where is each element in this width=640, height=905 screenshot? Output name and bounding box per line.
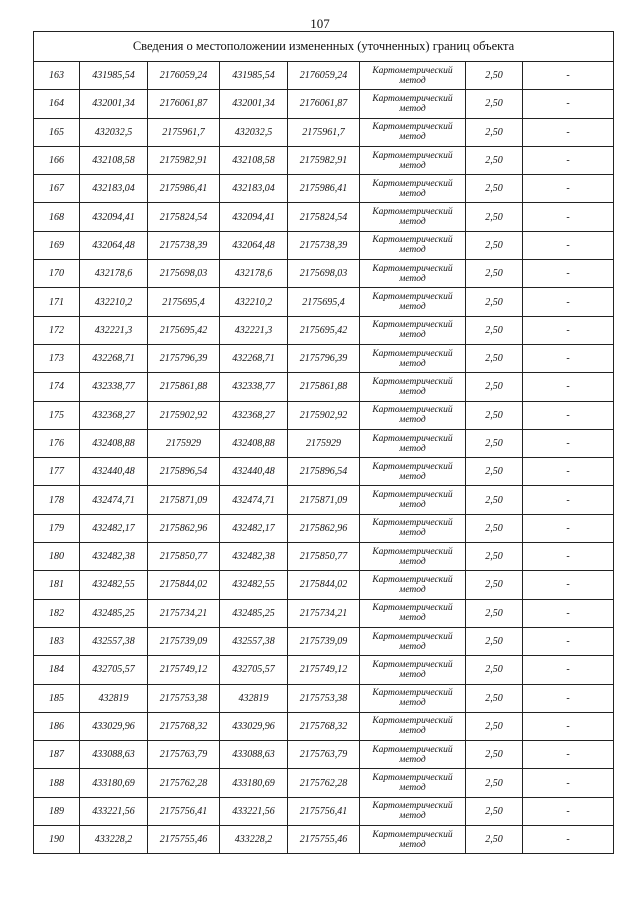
cell-accuracy: 2,50 [466,203,523,231]
cell-point-number: 171 [34,288,80,316]
cell-accuracy: 2,50 [466,712,523,740]
cell-note: - [523,741,614,769]
cell-accuracy: 2,50 [466,514,523,542]
cell-x-updated: 432440,48 [220,458,288,486]
cell-y-existing: 2175982,91 [148,146,220,174]
cell-note: - [523,599,614,627]
cell-method: Картометрический метод [360,203,466,231]
table-row [34,826,614,854]
cell-point-number: 172 [34,316,80,344]
cell-x-existing: 433221,56 [80,797,148,825]
cell-note: - [523,288,614,316]
cell-x-updated: 432482,55 [220,571,288,599]
cell-point-number: 185 [34,684,80,712]
cell-method: Картометрический метод [360,175,466,203]
cell-x-existing: 432482,17 [80,514,148,542]
cell-accuracy: 2,50 [466,486,523,514]
cell-note: - [523,627,614,655]
cell-x-updated: 432557,38 [220,627,288,655]
cell-x-updated: 432482,17 [220,514,288,542]
cell-point-number: 186 [34,712,80,740]
cell-method: Картометрический метод [360,486,466,514]
cell-y-updated: 2175695,42 [288,316,360,344]
cell-y-updated: 2175844,02 [288,571,360,599]
cell-point-number: 180 [34,543,80,571]
cell-x-updated: 432032,5 [220,118,288,146]
cell-accuracy: 2,50 [466,175,523,203]
cell-note: - [523,571,614,599]
cell-x-existing: 432819 [80,684,148,712]
cell-y-updated: 2175902,92 [288,401,360,429]
cell-method: Картометрический метод [360,684,466,712]
cell-accuracy: 2,50 [466,231,523,259]
cell-y-existing: 2176059,24 [148,62,220,90]
cell-y-updated: 2175755,46 [288,826,360,854]
cell-accuracy: 2,50 [466,599,523,627]
cell-y-updated: 2175756,41 [288,797,360,825]
cell-note: - [523,316,614,344]
cell-y-existing: 2175738,39 [148,231,220,259]
table-row [34,712,614,740]
cell-x-existing: 432485,25 [80,599,148,627]
cell-method: Картометрический метод [360,288,466,316]
cell-method: Картометрический метод [360,656,466,684]
cell-accuracy: 2,50 [466,543,523,571]
cell-method: Картометрический метод [360,316,466,344]
cell-note: - [523,514,614,542]
cell-x-existing: 433088,63 [80,741,148,769]
cell-y-updated: 2175861,88 [288,373,360,401]
cell-note: - [523,429,614,457]
cell-y-updated: 2175929 [288,429,360,457]
cell-y-updated: 2175738,39 [288,231,360,259]
cell-method: Картометрический метод [360,571,466,599]
cell-point-number: 164 [34,90,80,118]
cell-x-updated: 432001,34 [220,90,288,118]
cell-y-existing: 2175762,28 [148,769,220,797]
cell-x-updated: 432482,38 [220,543,288,571]
cell-method: Картометрический метод [360,712,466,740]
cell-note: - [523,486,614,514]
table-row [34,288,614,316]
cell-accuracy: 2,50 [466,826,523,854]
table-header-row [34,32,614,62]
table-title: Сведения о местоположении измененных (уточненных) границ объекта [34,32,614,62]
table-row [34,514,614,542]
cell-accuracy: 2,50 [466,627,523,655]
cell-y-existing: 2175755,46 [148,826,220,854]
cell-y-updated: 2176059,24 [288,62,360,90]
cell-y-existing: 2175929 [148,429,220,457]
cell-x-updated: 432108,58 [220,146,288,174]
cell-y-updated: 2175896,54 [288,458,360,486]
cell-x-updated: 432408,88 [220,429,288,457]
cell-note: - [523,769,614,797]
cell-x-existing: 432032,5 [80,118,148,146]
cell-x-updated: 432474,71 [220,486,288,514]
cell-accuracy: 2,50 [466,769,523,797]
table-row [34,627,614,655]
cell-y-existing: 2175850,77 [148,543,220,571]
cell-y-existing: 2175753,38 [148,684,220,712]
cell-accuracy: 2,50 [466,741,523,769]
cell-note: - [523,62,614,90]
cell-y-updated: 2175850,77 [288,543,360,571]
cell-x-existing: 432338,77 [80,373,148,401]
cell-x-updated: 432819 [220,684,288,712]
cell-y-updated: 2175695,4 [288,288,360,316]
cell-y-updated: 2175698,03 [288,260,360,288]
cell-y-existing: 2175768,32 [148,712,220,740]
cell-y-updated: 2175824,54 [288,203,360,231]
cell-point-number: 165 [34,118,80,146]
cell-y-existing: 2175824,54 [148,203,220,231]
cell-x-updated: 432064,48 [220,231,288,259]
table-row [34,260,614,288]
cell-x-existing: 432268,71 [80,344,148,372]
page-number: 107 [310,16,330,31]
cell-note: - [523,260,614,288]
cell-y-existing: 2175796,39 [148,344,220,372]
cell-method: Картометрический метод [360,118,466,146]
cell-point-number: 190 [34,826,80,854]
cell-accuracy: 2,50 [466,62,523,90]
cell-y-existing: 2175986,41 [148,175,220,203]
cell-y-updated: 2175739,09 [288,627,360,655]
cell-point-number: 187 [34,741,80,769]
cell-x-existing: 432705,57 [80,656,148,684]
cell-y-updated: 2175753,38 [288,684,360,712]
cell-x-existing: 432178,6 [80,260,148,288]
cell-method: Картометрический метод [360,373,466,401]
cell-note: - [523,656,614,684]
cell-y-updated: 2175734,21 [288,599,360,627]
cell-accuracy: 2,50 [466,146,523,174]
cell-x-existing: 432557,38 [80,627,148,655]
cell-x-updated: 433221,56 [220,797,288,825]
table-row [34,203,614,231]
cell-y-existing: 2175695,42 [148,316,220,344]
cell-note: - [523,458,614,486]
cell-x-updated: 431985,54 [220,62,288,90]
cell-y-existing: 2175756,41 [148,797,220,825]
cell-x-updated: 432178,6 [220,260,288,288]
cell-accuracy: 2,50 [466,288,523,316]
cell-point-number: 176 [34,429,80,457]
cell-note: - [523,797,614,825]
cell-y-updated: 2175763,79 [288,741,360,769]
cell-y-existing: 2175902,92 [148,401,220,429]
table-row [34,486,614,514]
table-row [34,118,614,146]
cell-y-existing: 2175739,09 [148,627,220,655]
cell-y-updated: 2175982,91 [288,146,360,174]
table-row [34,656,614,684]
cell-method: Картометрический метод [360,599,466,627]
cell-note: - [523,90,614,118]
cell-method: Картометрический метод [360,401,466,429]
cell-method: Картометрический метод [360,826,466,854]
cell-accuracy: 2,50 [466,458,523,486]
cell-point-number: 178 [34,486,80,514]
cell-x-existing: 432001,34 [80,90,148,118]
cell-y-existing: 2175749,12 [148,656,220,684]
cell-x-existing: 432210,2 [80,288,148,316]
cell-accuracy: 2,50 [466,656,523,684]
cell-note: - [523,231,614,259]
table-row [34,373,614,401]
table-row [34,571,614,599]
cell-method: Картометрический метод [360,627,466,655]
cell-point-number: 181 [34,571,80,599]
cell-x-existing: 432474,71 [80,486,148,514]
cell-point-number: 189 [34,797,80,825]
cell-note: - [523,118,614,146]
cell-note: - [523,344,614,372]
cell-y-updated: 2175961,7 [288,118,360,146]
cell-point-number: 182 [34,599,80,627]
cell-point-number: 169 [34,231,80,259]
cell-x-existing: 433029,96 [80,712,148,740]
cell-y-updated: 2175762,28 [288,769,360,797]
cell-point-number: 177 [34,458,80,486]
cell-x-existing: 431985,54 [80,62,148,90]
cell-y-existing: 2175698,03 [148,260,220,288]
cell-y-existing: 2175862,96 [148,514,220,542]
cell-accuracy: 2,50 [466,571,523,599]
cell-method: Картометрический метод [360,741,466,769]
cell-x-updated: 433228,2 [220,826,288,854]
cell-x-existing: 432440,48 [80,458,148,486]
cell-note: - [523,373,614,401]
cell-note: - [523,146,614,174]
cell-method: Картометрический метод [360,429,466,457]
table-row [34,458,614,486]
cell-accuracy: 2,50 [466,429,523,457]
cell-point-number: 170 [34,260,80,288]
cell-x-existing: 432108,58 [80,146,148,174]
cell-accuracy: 2,50 [466,344,523,372]
table-row [34,769,614,797]
cell-point-number: 168 [34,203,80,231]
cell-point-number: 174 [34,373,80,401]
table-row [34,543,614,571]
cell-method: Картометрический метод [360,260,466,288]
cell-y-existing: 2175763,79 [148,741,220,769]
cell-note: - [523,684,614,712]
cell-point-number: 183 [34,627,80,655]
cell-x-updated: 432368,27 [220,401,288,429]
cell-point-number: 167 [34,175,80,203]
cell-method: Картометрический метод [360,231,466,259]
table-row [34,741,614,769]
cell-x-existing: 432183,04 [80,175,148,203]
cell-method: Картометрический метод [360,146,466,174]
cell-note: - [523,175,614,203]
cell-accuracy: 2,50 [466,797,523,825]
table-row [34,316,614,344]
cell-note: - [523,712,614,740]
cell-y-updated: 2176061,87 [288,90,360,118]
cell-x-updated: 433029,96 [220,712,288,740]
cell-note: - [523,203,614,231]
cell-y-updated: 2175768,32 [288,712,360,740]
cell-x-existing: 432221,3 [80,316,148,344]
cell-point-number: 179 [34,514,80,542]
table-row [34,62,614,90]
cell-x-updated: 432705,57 [220,656,288,684]
cell-x-updated: 432210,2 [220,288,288,316]
table-row [34,344,614,372]
cell-y-updated: 2175796,39 [288,344,360,372]
cell-accuracy: 2,50 [466,373,523,401]
cell-point-number: 166 [34,146,80,174]
cell-x-updated: 432338,77 [220,373,288,401]
cell-y-existing: 2175734,21 [148,599,220,627]
cell-accuracy: 2,50 [466,684,523,712]
cell-x-updated: 432094,41 [220,203,288,231]
table-row [34,175,614,203]
cell-x-updated: 432183,04 [220,175,288,203]
coordinates-table [33,31,614,854]
cell-x-existing: 432482,38 [80,543,148,571]
cell-method: Картометрический метод [360,62,466,90]
cell-accuracy: 2,50 [466,260,523,288]
table-row [34,146,614,174]
cell-note: - [523,826,614,854]
cell-point-number: 188 [34,769,80,797]
cell-accuracy: 2,50 [466,316,523,344]
cell-x-updated: 433180,69 [220,769,288,797]
cell-y-existing: 2175961,7 [148,118,220,146]
table-row [34,599,614,627]
cell-x-updated: 432221,3 [220,316,288,344]
cell-y-updated: 2175862,96 [288,514,360,542]
cell-point-number: 175 [34,401,80,429]
cell-accuracy: 2,50 [466,118,523,146]
cell-x-existing: 432482,55 [80,571,148,599]
cell-method: Картометрический метод [360,344,466,372]
cell-method: Картометрический метод [360,90,466,118]
table-row [34,90,614,118]
cell-x-existing: 433228,2 [80,826,148,854]
cell-accuracy: 2,50 [466,401,523,429]
cell-y-existing: 2175695,4 [148,288,220,316]
table-row [34,429,614,457]
cell-y-existing: 2175871,09 [148,486,220,514]
cell-method: Картометрический метод [360,543,466,571]
cell-x-updated: 432485,25 [220,599,288,627]
cell-y-existing: 2175861,88 [148,373,220,401]
cell-method: Картометрический метод [360,514,466,542]
table-row [34,401,614,429]
cell-x-updated: 433088,63 [220,741,288,769]
cell-method: Картометрический метод [360,797,466,825]
cell-x-existing: 433180,69 [80,769,148,797]
cell-y-updated: 2175749,12 [288,656,360,684]
table-row [34,231,614,259]
cell-x-existing: 432408,88 [80,429,148,457]
cell-accuracy: 2,50 [466,90,523,118]
cell-y-updated: 2175871,09 [288,486,360,514]
cell-note: - [523,401,614,429]
cell-method: Картометрический метод [360,458,466,486]
cell-y-existing: 2175844,02 [148,571,220,599]
cell-point-number: 163 [34,62,80,90]
cell-x-existing: 432094,41 [80,203,148,231]
cell-point-number: 184 [34,656,80,684]
cell-x-existing: 432064,48 [80,231,148,259]
cell-x-existing: 432368,27 [80,401,148,429]
table-row [34,684,614,712]
cell-y-existing: 2176061,87 [148,90,220,118]
cell-x-updated: 432268,71 [220,344,288,372]
cell-y-updated: 2175986,41 [288,175,360,203]
cell-method: Картометрический метод [360,769,466,797]
cell-point-number: 173 [34,344,80,372]
cell-y-existing: 2175896,54 [148,458,220,486]
cell-note: - [523,543,614,571]
table-row [34,797,614,825]
